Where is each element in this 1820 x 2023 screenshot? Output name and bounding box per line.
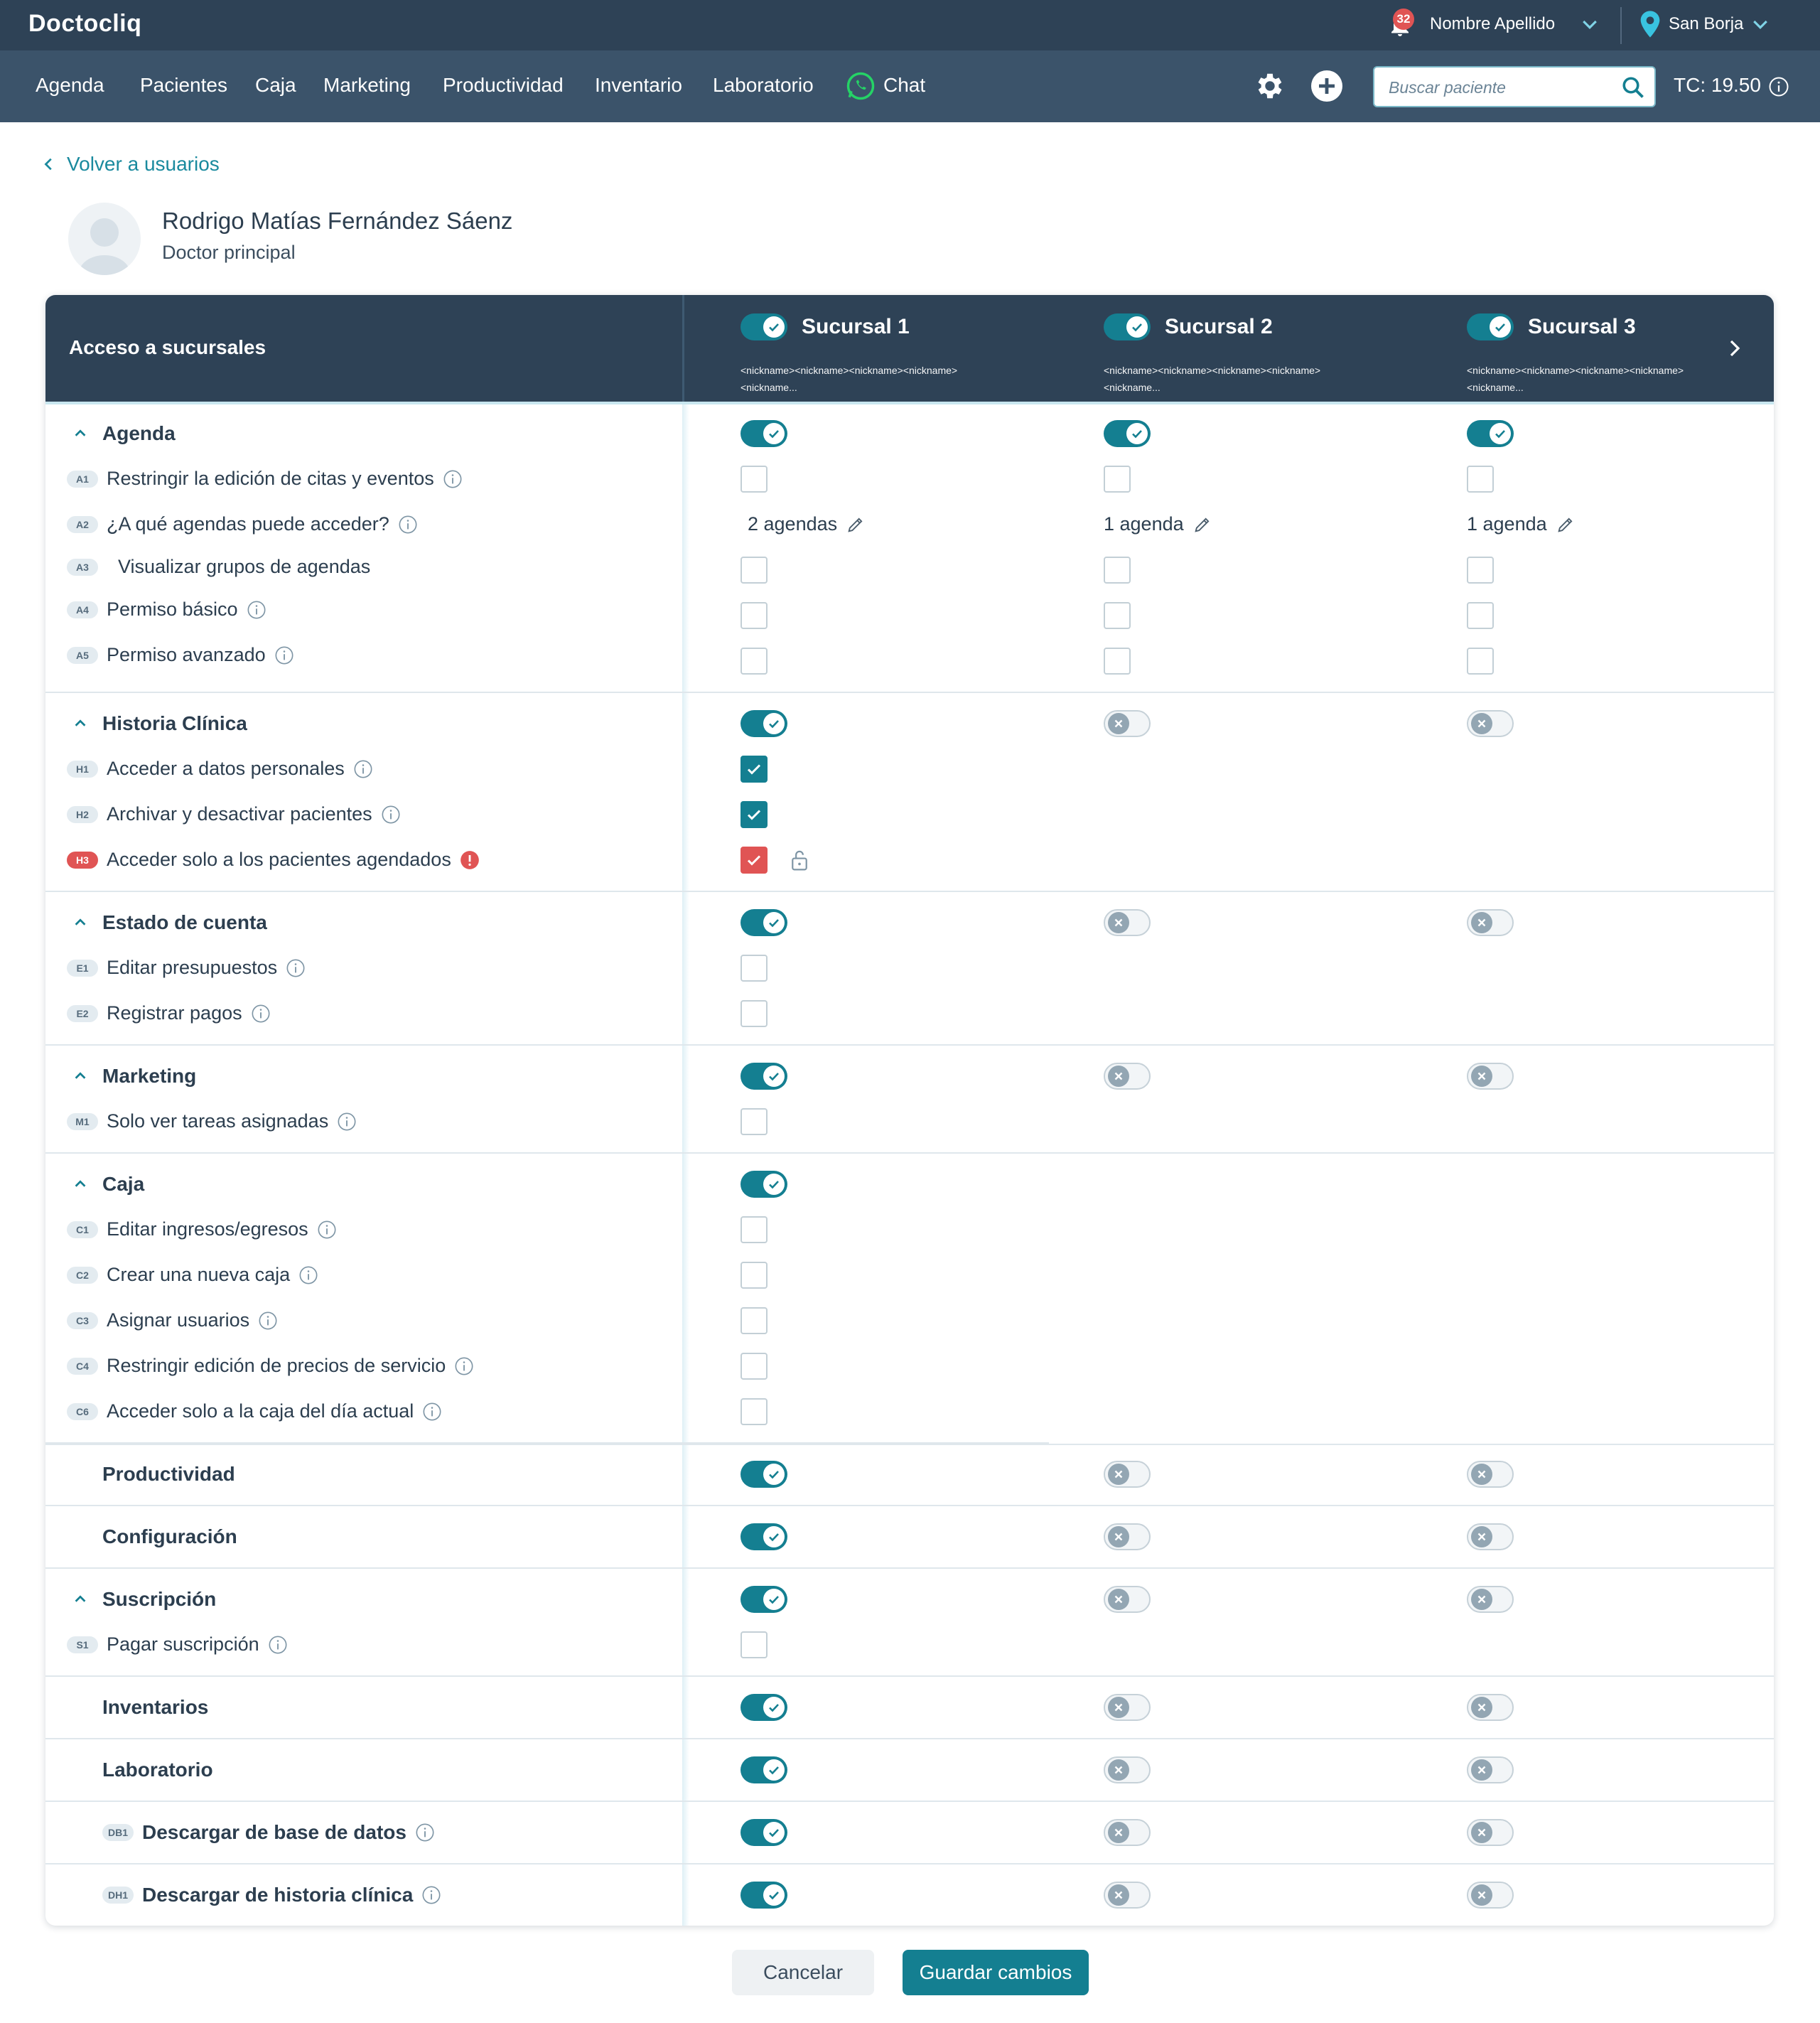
- section-divider: [45, 1675, 1774, 1677]
- permission-checkbox[interactable]: [741, 801, 768, 828]
- nav-chat[interactable]: Chat: [883, 74, 926, 96]
- permission-code: H3: [67, 852, 98, 869]
- toggle-on[interactable]: [741, 1882, 787, 1909]
- avatar: [68, 203, 141, 275]
- branch-nickname: <nickname><nickname><nickname><nickname><nickname...: [1104, 365, 1321, 393]
- info-icon[interactable]: [247, 600, 266, 620]
- permission-checkbox[interactable]: [1467, 602, 1494, 629]
- chevron-up-icon[interactable]: [72, 716, 88, 731]
- permission-row: [67, 468, 463, 490]
- alert-icon: [460, 850, 480, 870]
- permission-code: C3: [67, 1312, 98, 1329]
- location-pin-icon: [1639, 10, 1662, 38]
- section-title-historia: Historia Clínica: [102, 712, 247, 734]
- lock-icon: [789, 848, 810, 872]
- user-role: Doctor principal: [162, 242, 296, 263]
- toggle-off[interactable]: [1104, 1819, 1151, 1846]
- chevron-down-icon[interactable]: [1750, 14, 1771, 36]
- gear-icon[interactable]: [1254, 70, 1286, 102]
- nav-caja[interactable]: Caja: [255, 74, 296, 96]
- info-icon[interactable]: [317, 1220, 337, 1240]
- permission-code: A2: [67, 516, 98, 533]
- permission-checkbox[interactable]: [1104, 602, 1131, 629]
- section-divider: [45, 1152, 1774, 1154]
- branch-name: Sucursal 2: [1165, 315, 1273, 338]
- permission-row: [67, 599, 266, 621]
- save-button[interactable]: Guardar cambios: [903, 1950, 1089, 1995]
- permission-checkbox[interactable]: [741, 847, 768, 874]
- permission-row: [67, 1264, 318, 1286]
- toggle-off[interactable]: [1104, 1523, 1151, 1550]
- branch-nickname: <nickname><nickname><nickname><nickname><nickname...: [741, 365, 958, 393]
- column-shadow: [682, 404, 689, 1926]
- branch-nickname: <nickname><nickname><nickname><nickname><nickname...: [1467, 365, 1684, 393]
- toggle-on[interactable]: [741, 420, 787, 447]
- permission-row: [67, 849, 480, 871]
- permissions-table: [45, 295, 1774, 1926]
- chevron-up-icon[interactable]: [72, 426, 88, 441]
- agendas-selector[interactable]: [1467, 513, 1576, 535]
- section-divider: [45, 891, 1774, 892]
- back-label: Volver a usuarios: [67, 153, 220, 175]
- agendas-count: 1 agenda: [1467, 513, 1547, 535]
- pencil-icon[interactable]: [1192, 515, 1212, 535]
- info-icon[interactable]: [258, 1311, 278, 1331]
- toggle-off[interactable]: [1104, 1063, 1151, 1090]
- toggle-on[interactable]: [741, 1063, 787, 1090]
- permission-label: Solo ver tareas asignadas: [107, 1110, 329, 1132]
- toggle-on[interactable]: [741, 1586, 787, 1613]
- table-title: Acceso a sucursales: [69, 336, 266, 358]
- toggle-off[interactable]: [1467, 909, 1514, 936]
- permission-label: Archivar y desactivar pacientes: [107, 803, 372, 825]
- permission-checkbox[interactable]: [741, 1353, 768, 1380]
- permission-code: A1: [67, 471, 98, 488]
- section-divider: [45, 1567, 1774, 1569]
- section-divider: [45, 1444, 1774, 1445]
- permission-code: M1: [67, 1113, 98, 1130]
- nav-marketing[interactable]: Marketing: [323, 74, 411, 96]
- section-title-estado: Estado de cuenta: [102, 911, 267, 933]
- toggle-off[interactable]: [1467, 1694, 1514, 1721]
- header-divider: [682, 295, 684, 402]
- section-divider: [45, 1044, 1774, 1046]
- section-title-marketing: Marketing: [102, 1065, 197, 1087]
- permission-code: E2: [67, 1005, 98, 1022]
- branch-toggle[interactable]: [741, 313, 787, 340]
- user-avatar-icon: [68, 203, 141, 275]
- toggle-off[interactable]: [1467, 1756, 1514, 1783]
- permission-code: H2: [67, 806, 98, 823]
- permission-code: S1: [67, 1636, 98, 1653]
- info-icon[interactable]: [421, 1885, 441, 1905]
- toggle-off[interactable]: [1467, 1819, 1514, 1846]
- section-divider: [45, 1738, 1774, 1739]
- permission-row: [67, 758, 373, 780]
- user-full-name: Rodrigo Matías Fernández Sáenz: [162, 208, 513, 234]
- permission-code: A3: [67, 559, 98, 576]
- permission-row: [102, 1884, 441, 1906]
- toggle-off[interactable]: [1104, 710, 1151, 737]
- permission-code: A5: [67, 647, 98, 664]
- permission-code: A4: [67, 601, 98, 618]
- toggle-off[interactable]: [1104, 1461, 1151, 1488]
- cancel-button[interactable]: Cancelar: [732, 1950, 874, 1995]
- permission-label: Crear una nueva caja: [107, 1264, 291, 1285]
- permission-row: [67, 1633, 288, 1656]
- section-divider: [45, 1505, 1774, 1506]
- notification-badge: 32: [1393, 9, 1414, 30]
- agendas-selector[interactable]: [1104, 513, 1212, 535]
- permission-row: [67, 803, 401, 825]
- permission-row: [67, 957, 306, 979]
- toggle-on[interactable]: [741, 1756, 787, 1783]
- chevron-up-icon[interactable]: [72, 915, 88, 930]
- permission-label: Restringir edición de precios de servicio: [107, 1355, 446, 1376]
- permission-checkbox[interactable]: [1467, 648, 1494, 675]
- section-title-laboratorio: Laboratorio: [102, 1759, 213, 1781]
- nav-agenda[interactable]: Agenda: [36, 74, 104, 96]
- divider: [1620, 7, 1622, 44]
- info-icon[interactable]: [454, 1356, 474, 1376]
- exchange-rate: TC: 19.50: [1674, 74, 1761, 96]
- chevron-left-icon: [41, 156, 57, 172]
- permission-label: Acceder solo a la caja del día actual: [107, 1400, 414, 1422]
- permission-checkbox[interactable]: [741, 602, 768, 629]
- toggle-on[interactable]: [741, 1461, 787, 1488]
- info-icon[interactable]: [415, 1823, 435, 1842]
- toggle-off[interactable]: [1104, 1586, 1151, 1613]
- add-icon[interactable]: [1310, 69, 1344, 103]
- permission-row: [67, 1309, 278, 1331]
- user-menu[interactable]: Nombre Apellido: [1430, 14, 1556, 33]
- permission-checkbox[interactable]: [741, 1398, 768, 1425]
- section-title-suscripcion: Suscripción: [102, 1588, 217, 1610]
- permission-label: Descargar de base de datos: [142, 1821, 406, 1843]
- info-icon[interactable]: [298, 1265, 318, 1285]
- info-icon[interactable]: [337, 1112, 357, 1132]
- toggle-off[interactable]: [1467, 1523, 1514, 1550]
- permission-checkbox[interactable]: [741, 1307, 768, 1334]
- info-icon[interactable]: [251, 1004, 271, 1024]
- section-divider: [45, 692, 1774, 693]
- permission-code: C1: [67, 1221, 98, 1238]
- toggle-off[interactable]: [1467, 1586, 1514, 1613]
- section-title-configuracion: Configuración: [102, 1525, 237, 1547]
- info-icon[interactable]: [1768, 76, 1789, 97]
- pencil-icon[interactable]: [846, 515, 866, 535]
- chevron-right-icon[interactable]: [1724, 338, 1745, 359]
- permission-row: [67, 1218, 337, 1240]
- info-icon[interactable]: [398, 515, 418, 535]
- permission-label: Descargar de historia clínica: [142, 1884, 414, 1906]
- toggle-off[interactable]: [1104, 1882, 1151, 1909]
- permission-row: [67, 1110, 357, 1132]
- search-input[interactable]: [1389, 76, 1616, 99]
- permission-row: [67, 644, 294, 666]
- toggle-on[interactable]: [741, 1819, 787, 1846]
- branch-name: Sucursal 1: [802, 315, 910, 338]
- nav-pacientes[interactable]: Pacientes: [140, 74, 227, 96]
- pencil-icon[interactable]: [1556, 515, 1576, 535]
- permission-checkbox[interactable]: [741, 1216, 768, 1243]
- permission-checkbox[interactable]: [741, 648, 768, 675]
- toggle-off[interactable]: [1104, 1756, 1151, 1783]
- permission-checkbox[interactable]: [741, 955, 768, 982]
- permission-checkbox[interactable]: [741, 466, 768, 493]
- section-divider: [45, 1863, 1774, 1864]
- toggle-on[interactable]: [741, 710, 787, 737]
- search-icon[interactable]: [1620, 75, 1646, 100]
- permission-checkbox[interactable]: [1104, 466, 1131, 493]
- permission-checkbox[interactable]: [741, 1000, 768, 1027]
- chevron-up-icon[interactable]: [72, 1176, 88, 1192]
- permission-code: E1: [67, 960, 98, 977]
- branch-toggle[interactable]: [1467, 313, 1514, 340]
- permission-label: Acceder a datos personales: [107, 758, 345, 779]
- toggle-on[interactable]: [1467, 420, 1514, 447]
- permission-checkbox[interactable]: [1467, 466, 1494, 493]
- permission-label: Registrar pagos: [107, 1002, 242, 1024]
- permission-row: [67, 1400, 442, 1422]
- header-underline: [45, 402, 1774, 404]
- permission-label: Visualizar grupos de agendas: [118, 556, 371, 577]
- permission-row: [67, 1355, 474, 1377]
- permission-checkbox[interactable]: [1467, 557, 1494, 584]
- section-title-productividad: Productividad: [102, 1463, 235, 1485]
- nav-inventario[interactable]: Inventario: [595, 74, 682, 96]
- whatsapp-icon[interactable]: [846, 71, 876, 101]
- toggle-on[interactable]: [741, 1171, 787, 1198]
- nav-laboratorio[interactable]: Laboratorio: [713, 74, 814, 96]
- permission-row: [67, 556, 370, 578]
- section-title-inventarios: Inventarios: [102, 1696, 209, 1718]
- agendas-count: 1 agenda: [1104, 513, 1184, 535]
- info-icon[interactable]: [274, 645, 294, 665]
- nav-productividad[interactable]: Productividad: [443, 74, 564, 96]
- toggle-off[interactable]: [1104, 909, 1151, 936]
- search-box: [1373, 66, 1656, 107]
- info-icon[interactable]: [286, 958, 306, 978]
- top-bar: [0, 0, 1820, 50]
- info-icon[interactable]: [268, 1635, 288, 1655]
- info-icon[interactable]: [443, 469, 463, 489]
- info-icon[interactable]: [422, 1402, 442, 1422]
- chevron-down-icon[interactable]: [1579, 14, 1600, 36]
- permission-label: Acceder solo a los pacientes agendados: [107, 849, 451, 870]
- chevron-up-icon[interactable]: [72, 1068, 88, 1084]
- info-icon[interactable]: [381, 805, 401, 825]
- permission-label: Permiso básico: [107, 599, 238, 620]
- permission-code: C4: [67, 1358, 98, 1375]
- permission-code: C6: [67, 1403, 98, 1420]
- permission-label: Permiso avanzado: [107, 644, 266, 665]
- toggle-on[interactable]: [741, 909, 787, 936]
- agendas-selector[interactable]: [748, 513, 866, 535]
- agendas-count: 2 agendas: [748, 513, 838, 535]
- permission-checkbox[interactable]: [1104, 648, 1131, 675]
- location-selector[interactable]: San Borja: [1669, 14, 1744, 33]
- toggle-on[interactable]: [741, 1694, 787, 1721]
- toggle-off[interactable]: [1467, 1461, 1514, 1488]
- permission-row: [67, 513, 418, 535]
- toggle-off[interactable]: [1104, 1694, 1151, 1721]
- toggle-on[interactable]: [741, 1523, 787, 1550]
- permission-row: [102, 1821, 435, 1844]
- permission-checkbox[interactable]: [741, 756, 768, 783]
- permission-label: Editar ingresos/egresos: [107, 1218, 308, 1240]
- permission-label: Editar presupuestos: [107, 957, 278, 978]
- branch-toggle[interactable]: [1104, 313, 1151, 340]
- section-title-caja: Caja: [102, 1173, 145, 1195]
- chevron-up-icon[interactable]: [72, 1592, 88, 1607]
- branch-name: Sucursal 3: [1528, 315, 1636, 338]
- permission-checkbox[interactable]: [741, 557, 768, 584]
- section-title-agenda: Agenda: [102, 422, 176, 444]
- info-icon[interactable]: [353, 759, 373, 779]
- permission-checkbox[interactable]: [1104, 557, 1131, 584]
- toggle-off[interactable]: [1467, 1063, 1514, 1090]
- section-divider: [45, 1801, 1774, 1802]
- permission-label: Restringir la edición de citas y eventos: [107, 468, 434, 489]
- permission-checkbox[interactable]: [741, 1108, 768, 1135]
- toggle-on[interactable]: [1104, 420, 1151, 447]
- permission-code: C2: [67, 1267, 98, 1284]
- permission-code: H1: [67, 761, 98, 778]
- permission-row: [67, 1002, 271, 1024]
- permission-code: DB1: [102, 1824, 134, 1841]
- back-link[interactable]: [41, 153, 220, 176]
- permission-label: Pagar suscripción: [107, 1633, 259, 1655]
- permission-label: ¿A qué agendas puede acceder?: [107, 513, 389, 535]
- permission-checkbox[interactable]: [741, 1631, 768, 1658]
- permission-code: DH1: [102, 1887, 134, 1904]
- permission-label: Asignar usuarios: [107, 1309, 250, 1331]
- toggle-off[interactable]: [1467, 1882, 1514, 1909]
- toggle-off[interactable]: [1467, 710, 1514, 737]
- permission-checkbox[interactable]: [741, 1262, 768, 1289]
- brand-logo[interactable]: Doctocliq: [28, 10, 142, 37]
